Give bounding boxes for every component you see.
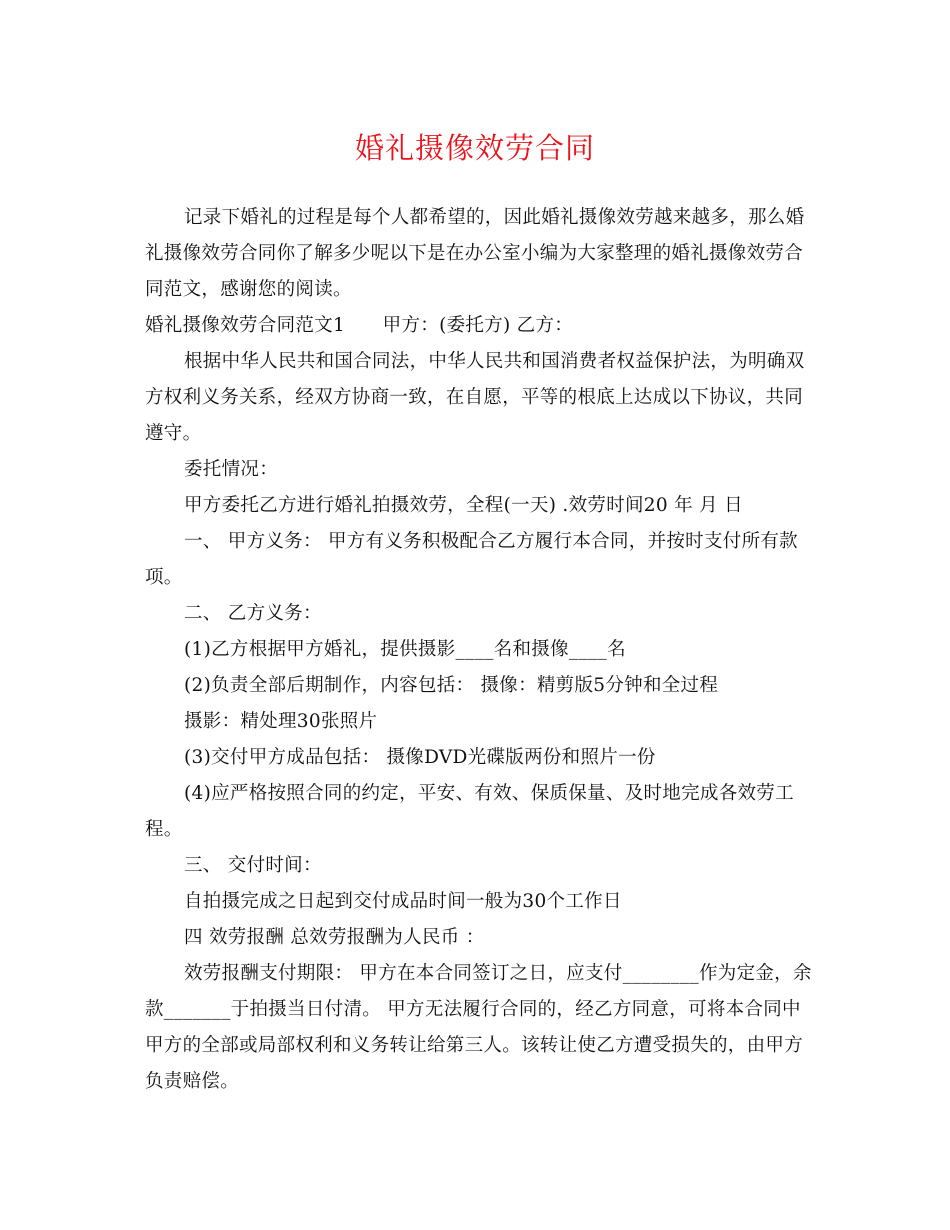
- duty-item-3: (3)交付甲方成品包括： 摄像DVD光碟版两份和照片一份: [184, 747, 656, 768]
- duty-item-1: (1)乙方根据甲方婚礼，提供摄影____名和摄像____名: [184, 639, 626, 660]
- duty-item-4-line-1: (4)应严格按照合同的约定，平安、有效、保质保量、及时地完成各效劳工: [184, 783, 794, 804]
- duty-item-4-line-2: 程。: [145, 819, 183, 840]
- commission-heading: 委托情况：: [184, 459, 279, 480]
- intro-line-3: 同范文，感谢您的阅读。: [145, 279, 352, 300]
- preamble-line-3: 遵守。: [145, 423, 202, 444]
- delivery-time-heading: 三、 交付时间：: [184, 855, 322, 876]
- delivery-time-text: 自拍摄完成之日起到交付成品时间一般为30个工作日: [184, 891, 622, 912]
- duty-item-2-photo: 摄影：精处理30张照片: [184, 711, 378, 732]
- sample-heading: 婚礼摄像效劳合同范文1 甲方：(委托方) 乙方：: [145, 315, 574, 336]
- preamble-line-2: 方权利义务关系，经双方协商一致，在自愿，平等的根底上达成以下协议，共同: [145, 387, 804, 408]
- party-a-duty-line-2: 项。: [145, 567, 183, 588]
- preamble-line-1: 根据中华人民共和国合同法，中华人民共和国消费者权益保护法，为明确双: [184, 351, 805, 372]
- duty-item-2: (2)负责全部后期制作，内容包括： 摄像：精剪版5分钟和全过程: [184, 675, 719, 696]
- fee-terms-line-2: 款_______于拍摄当日付清。 甲方无法履行合同的，经乙方同意，可将本合同中: [145, 999, 801, 1020]
- party-a-duty-line-1: 一、 甲方义务： 甲方有义务积极配合乙方履行本合同，并按时支付所有款: [184, 531, 798, 552]
- fee-heading: 四 效劳报酬 总效劳报酬为人民币 ：: [184, 927, 485, 948]
- intro-line-2: 礼摄像效劳合同你了解多少呢以下是在办公室小编为大家整理的婚礼摄像效劳合: [145, 243, 804, 264]
- document-title: 婚礼摄像效劳合同: [354, 131, 595, 165]
- fee-terms-line-1: 效劳报酬支付期限： 甲方在本合同签订之日，应支付________作为定金，余: [184, 963, 812, 984]
- fee-terms-line-4: 负责赔偿。: [145, 1071, 240, 1092]
- intro-line-1: 记录下婚礼的过程是每个人都希望的，因此婚礼摄像效劳越来越多，那么婚: [184, 207, 805, 228]
- commission-text: 甲方委托乙方进行婚礼拍摄效劳，全程(一天) .效劳时间20 年 月 日: [184, 495, 743, 516]
- fee-terms-line-3: 甲方的全部或局部权利和义务转让给第三人。该转让使乙方遭受损失的，由甲方: [145, 1035, 804, 1056]
- party-b-duty-heading: 二、 乙方义务：: [184, 603, 322, 624]
